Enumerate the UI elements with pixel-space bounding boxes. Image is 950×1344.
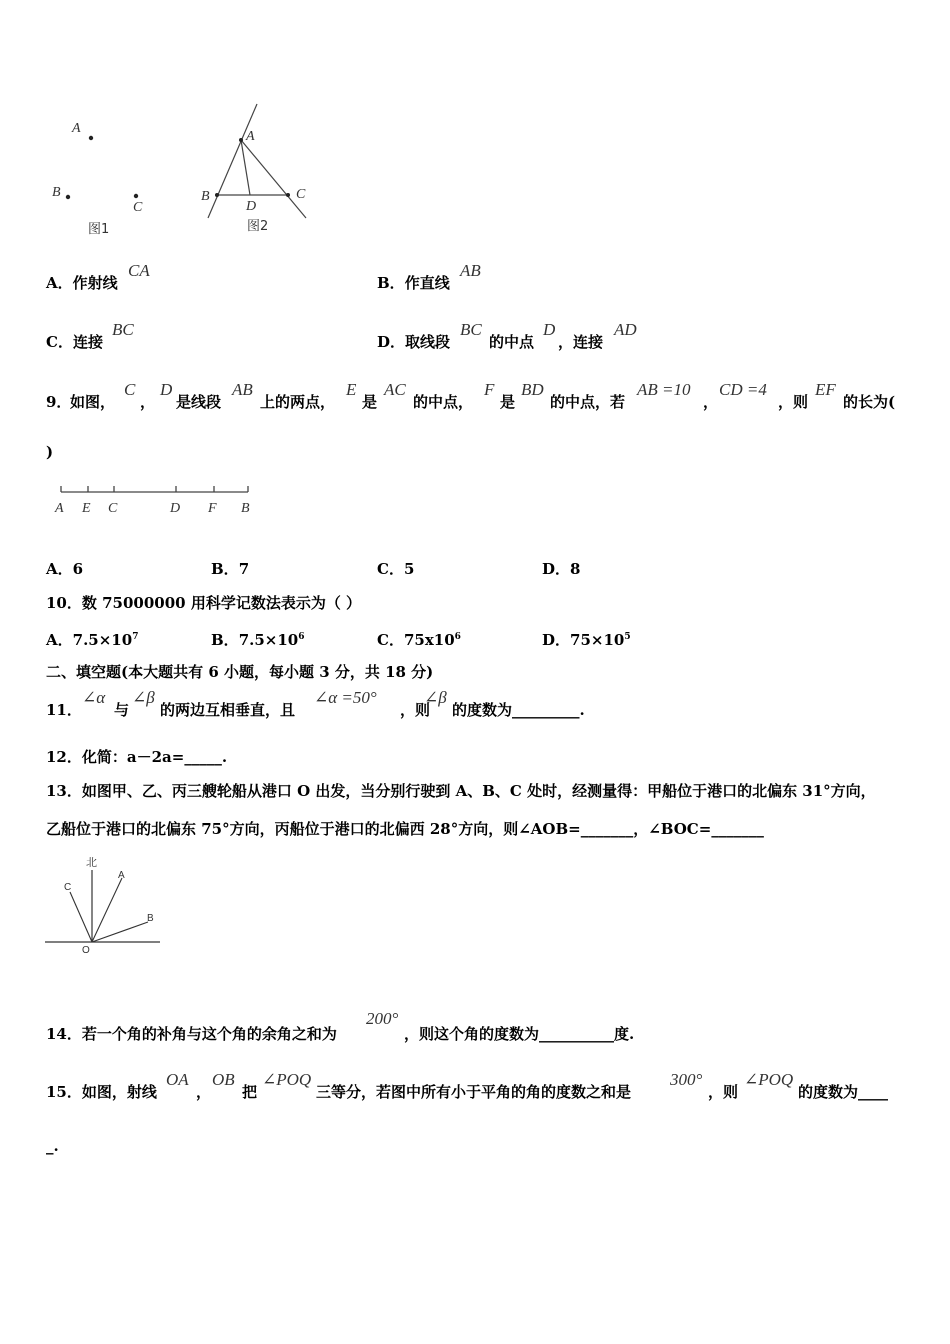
q9-text-4: 是 <box>362 393 378 411</box>
q9-number-line <box>48 480 258 520</box>
q9-text-2: 是线段 <box>176 393 222 411</box>
fig-label-A: A <box>118 870 125 881</box>
fig2-label-A: A <box>246 129 255 144</box>
q9-option-a[interactable]: A．6 <box>46 560 84 578</box>
q15-text-5: ，则 <box>708 1083 739 1101</box>
fig1-label-C: C <box>133 200 143 215</box>
q10-option-c[interactable]: C．$75x10^6$ <box>377 631 461 649</box>
figure-1-points <box>40 110 160 240</box>
q15-math-oa: OA <box>166 1070 189 1089</box>
q8-option-a[interactable]: A．作射线 <box>46 274 118 292</box>
q11-math-beta: ∠β <box>132 688 155 707</box>
fig1-caption: 图1 <box>88 222 110 237</box>
q11-number: 11． <box>46 701 82 719</box>
q9-math-ab10: AB =10 <box>637 380 691 399</box>
q10-option-a[interactable]: A．$7.5\times 10^7$ <box>46 631 139 649</box>
q9-text-6: 是 <box>500 393 516 411</box>
fig-label-B: B <box>147 913 154 924</box>
figure-2-triangle <box>195 100 325 240</box>
q11-text-1: 与 <box>114 701 130 719</box>
q15-text-1: 15．如图，射线 <box>46 1083 157 1101</box>
fig2-label-C: C <box>296 187 306 202</box>
q9-math-ab: AB <box>232 380 253 399</box>
q11-math-beta2: ∠β <box>424 688 447 707</box>
q10-stem: 10．数 75000000 用科学记数法表示为（ ） <box>46 594 362 612</box>
q8-option-a-math: CA <box>128 261 150 280</box>
q13-compass-figure <box>40 852 170 962</box>
q13-line-1: 13．如图甲、乙、丙三艘轮船从港口 O 出发，当分别行驶到 A、B、C 处时，经测量得：甲船位于港口的北偏东 31°方向， <box>46 782 876 800</box>
q11-text-2: 的两边互相垂直，且 <box>160 701 296 719</box>
q9-line-label-e: E <box>82 501 91 516</box>
q9-text-3: 上的两点， <box>260 393 336 411</box>
q9-number: 9． <box>46 393 72 411</box>
ray-oc <box>70 892 92 942</box>
q9-text-8: ， <box>703 393 719 411</box>
q8-option-c[interactable]: C．连接 <box>46 333 103 351</box>
q9-close-paren: ) <box>46 443 54 461</box>
q9-math-e: E <box>346 380 357 399</box>
q8-option-d-math1: BC <box>460 320 482 339</box>
q9-text-0: 如图， <box>70 393 116 411</box>
section-2-title: 二、填空题(本大题共有 6 小题，每小题 3 分，共 18 分) <box>46 663 434 681</box>
q9-math-c: C <box>124 380 136 399</box>
q15-text-3: 把 <box>242 1083 258 1101</box>
fig2-caption: 图2 <box>247 219 269 234</box>
q9-line-label-d: D <box>170 501 181 516</box>
q9-math-d: D <box>160 380 173 399</box>
q9-line-label-f: F <box>208 501 217 516</box>
q11-text-4: 的度数为_________. <box>452 701 585 719</box>
q15-math-300: 300° <box>670 1070 703 1089</box>
fig1-point-B <box>66 195 70 199</box>
fig2-label-D: D <box>246 199 257 214</box>
q8-option-b-math: AB <box>460 261 481 280</box>
q15-continuation: _. <box>46 1137 59 1155</box>
q9-text-1: ， <box>140 393 156 411</box>
q15-text-2: ， <box>196 1083 212 1101</box>
q9-text-7: 的中点，若 <box>550 393 626 411</box>
q9-math-bd: BD <box>521 380 544 399</box>
q9-option-c[interactable]: C．5 <box>377 560 415 578</box>
q9-line-label-a: A <box>55 501 64 516</box>
q9-math-f: F <box>484 380 495 399</box>
q14-math-200: 200° <box>366 1009 399 1028</box>
q9-line-label-b: B <box>241 501 250 516</box>
q10-option-d[interactable]: D．$75\times 10^5$ <box>542 631 631 649</box>
q11-math-alpha: ∠α <box>82 688 106 707</box>
q9-text-10: 的长为( <box>843 393 896 411</box>
q15-text-6: 的度数为____ <box>798 1083 889 1101</box>
fig1-point-C <box>134 194 138 198</box>
q8-option-d-math2: D <box>543 320 556 339</box>
q8-option-c-math: BC <box>112 320 134 339</box>
q14-text-1: 14．若一个角的补角与这个角的余角之和为 <box>46 1025 337 1043</box>
q8-option-d[interactable]: D．取线段 <box>377 333 451 351</box>
q15-math-poq-2: ∠POQ <box>744 1070 794 1089</box>
q8-option-d-math3: AD <box>614 320 637 339</box>
q8-option-d-mid: 的中点 <box>489 333 535 351</box>
fig1-label-A: A <box>72 121 81 136</box>
q15-math-ob: OB <box>212 1070 235 1089</box>
q8-option-b[interactable]: B．作直线 <box>377 274 450 292</box>
q14-text-2: ，则这个角的度数为__________度. <box>404 1025 635 1043</box>
q9-math-ac: AC <box>384 380 406 399</box>
q15-text-4: 三等分，若图中所有小于平角的角的度数之和是 <box>316 1083 632 1101</box>
q9-math-cd4: CD =4 <box>719 380 767 399</box>
q12: 12．化简：a－2a=_____. <box>46 748 228 766</box>
q8-option-d-tail: ，连接 <box>558 333 604 351</box>
fig2-label-B: B <box>201 189 210 204</box>
north-label: 北 <box>86 856 97 869</box>
q9-line-label-c: C <box>108 501 118 516</box>
fig-label-C: C <box>64 882 72 893</box>
q11-math-alpha50: ∠α =50° <box>314 688 377 707</box>
q9-option-d[interactable]: D．8 <box>542 560 581 578</box>
q9-text-5: 的中点， <box>413 393 474 411</box>
q9-text-9: ，则 <box>778 393 809 411</box>
q10-option-b[interactable]: B．$7.5\times 10^6$ <box>211 631 305 649</box>
fig1-label-B: B <box>52 185 61 200</box>
q15-math-poq: ∠POQ <box>262 1070 312 1089</box>
q13-line-2: 乙船位于港口的北偏东 75°方向，丙船位于港口的北偏西 28°方向，则∠AOB=_______，∠BOC=_______ <box>46 820 764 838</box>
fig1-point-A <box>89 136 93 140</box>
q11-text-3: ，则 <box>400 701 431 719</box>
q9-math-ef: EF <box>815 380 836 399</box>
q9-option-b[interactable]: B．7 <box>211 560 250 578</box>
fig-label-O: O <box>82 945 90 956</box>
